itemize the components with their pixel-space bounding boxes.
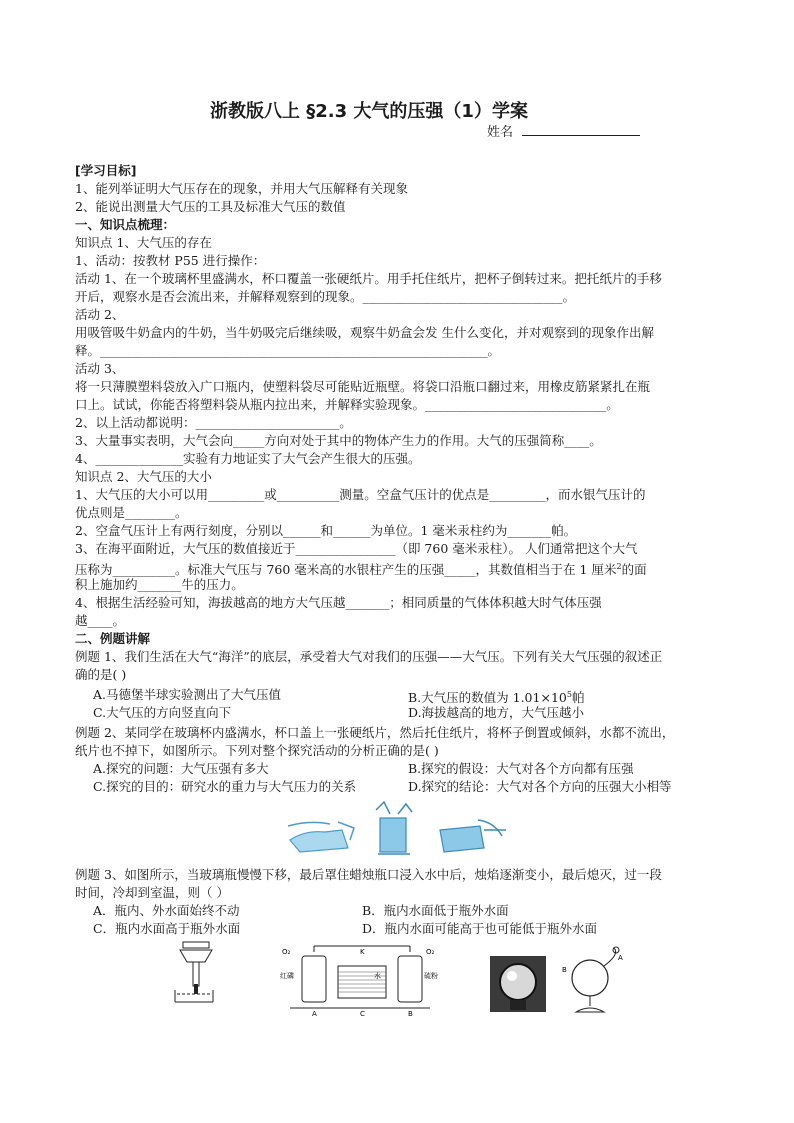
section-1-heading: 一、知识点梳理： (75, 217, 176, 232)
water-label: 水 (374, 972, 381, 980)
activity-1-line-2: 开后，观察水是否会流出来，并解释观察到的现象。________________________________。 (75, 289, 576, 304)
goal-2: 2、能说出测量大气压的工具及标准大气压的数值 (75, 199, 346, 214)
sphere-a-label: A (618, 954, 623, 962)
kp2-item-1-line-2: 优点则是________。 (75, 505, 188, 520)
kp2-item-2: 2、空盒气压计上有两行刻度，分别以______和______为单位。1 毫米汞柱约为_______帕。 (75, 523, 577, 538)
example-1-line-2: 确的是( ) (75, 667, 127, 682)
activity-3-line-2: 口上。试试，你能否将塑料袋从瓶内拉出来，并解释实验现象。_____________________________。 (75, 397, 619, 412)
red-phosphorus-label: 红磷 (280, 972, 294, 980)
ex2-option-b[interactable]: B.探究的假设：大气对各个方向都有压强 (408, 761, 634, 776)
kp2-item-3-line-3: 积上施加约_______牛的压力。 (75, 577, 244, 592)
ex3-option-c[interactable]: C．瓶内水面高于瓶外水面 (93, 921, 241, 936)
name-input-line[interactable] (522, 135, 640, 136)
knowledge-point-1: 知识点 1、大气压的存在 (75, 235, 212, 250)
sulfur-label: 硫粉 (424, 972, 438, 980)
cup-inverted (376, 802, 412, 854)
example-2-line-2: 纸片也不掉下，如图所示。下列对整个探究活动的分析正确的是( ) (75, 743, 439, 758)
o2-left-label: O₂ (282, 948, 291, 956)
activity-1-line-1: 活动 1、在一个玻璃杯里盛满水，杯口覆盖一张硬纸片。用手托住纸片，把杯子倒转过来。把托纸片的手移 (75, 271, 662, 286)
activity-2-line-1: 用吸管吸牛奶盒内的牛奶，当牛奶吸完后继续吸，观察牛奶盒会发 生什么变化，并对观察到的现象作出解 (75, 325, 654, 340)
kp2-item-4-line-2: 越____。 (75, 613, 126, 628)
ex1-option-b[interactable]: B.大气压的数值为 $1.01\times 10^5$帕 (408, 690, 585, 706)
cup-tilted-right (440, 820, 506, 852)
goal-1: 1、能列举证明大气压存在的现象，并用大气压解释有关现象 (75, 181, 408, 196)
ex1-option-c[interactable]: C.大气压的方向竖直向下 (93, 705, 232, 720)
combustion-apparatus-figure (280, 942, 440, 1018)
kp1-item-4: 4、______________实验有力地证实了大气会产生很大的压强。 (75, 451, 421, 466)
apparatus-a-label: A (312, 1010, 317, 1018)
ex1-option-a[interactable]: A.马德堡半球实验测出了大气压值 (93, 687, 282, 702)
ex3-option-a[interactable]: A．瓶内、外水面始终不动 (93, 903, 240, 918)
example-2-line-1: 例题 2、某同学在玻璃杯内盛满水，杯口盖上一张硬纸片，然后托住纸片，将杯子倒置或倾斜，水都不流出， (75, 725, 675, 740)
activity-3-label: 活动 3、 (75, 361, 125, 376)
kp2-item-3-line-2: 压称为__________。标准大气压与 760 毫米高的水银柱产生的压强_____，其数值相当于在 1 厘米$^2$的面 (75, 562, 647, 578)
kp1-item-2: 2、以上活动都说明：_______________________。 (75, 415, 352, 430)
ex1-option-d[interactable]: D.海拔越高的地方，大气压越小 (408, 705, 585, 720)
ex3-option-d[interactable]: D．瓶内水面可能高于也可能低于瓶外水面 (362, 921, 598, 936)
name-label: 姓名 (487, 125, 514, 140)
magdeburg-sphere-figure (560, 946, 630, 1018)
kp2-item-3-line-1: 3、在海平面附近，大气压的数值接近于________________（即 760 毫米汞柱）。 人们通常把这个大气 (75, 541, 638, 556)
apparatus-c-label: C (360, 1010, 365, 1018)
o2-right-label: O₂ (426, 948, 435, 956)
kp2-item-4-line-1: 4、根据生活经验可知，海拔越高的地方大气压越_______；相同质量的气体体积越大时气体压强 (75, 595, 602, 610)
kp1-item-3: 3、大量事实表明，大气会向_____方向对处于其中的物体产生力的作用。大气的压强简称____。 (75, 433, 602, 448)
section-2-heading: 二、例题讲解 (75, 631, 151, 646)
ex2-option-c[interactable]: C.探究的目的：研究水的重力与大气压力的关系 (93, 779, 357, 794)
knowledge-point-2: 知识点 2、大气压的大小 (75, 469, 212, 484)
ex2-option-d[interactable]: D.探究的结论：大气对各个方向的压强大小相等 (408, 779, 672, 794)
cup-experiment-figure (280, 800, 520, 860)
page-title: 浙教版八上 §2.3 大气的压强（1）学案 (210, 101, 528, 122)
example-1-line-1: 例题 1、我们生活在大气“海洋”的底层，承受着大气对我们的压强——大气压。下列有关大气压强的叙述正 (75, 649, 663, 664)
ex2-option-a[interactable]: A.探究的问题：大气压强有多大 (93, 761, 269, 776)
activity-intro: 1、活动：按教材 P55 进行操作： (75, 253, 266, 268)
activity-2-line-2: 释。______________________________________________________________。 (75, 343, 501, 358)
kp2-item-1-line-1: 1、大气压的大小可以用_________或__________测量。空盒气压计的优点是_________，而水银气压计的 (75, 487, 646, 502)
example-3-line-1: 例题 3、如图所示，当玻璃瓶慢慢下移，最后罩住蜡烛瓶口浸入水中后，烛焰逐渐变小，最后熄灭，过一段 (75, 867, 662, 882)
apparatus-b-label: B (408, 1010, 413, 1018)
learning-goals-heading: [学习目标] (75, 163, 137, 178)
activity-2-label: 活动 2、 (75, 307, 125, 322)
example-3-line-2: 时间，冷却到室温，则（ ） (75, 885, 229, 900)
glass-sphere-photo (490, 956, 546, 1012)
sphere-b-label: B (562, 966, 567, 974)
ex3-option-b[interactable]: B．瓶内水面低于瓶外水面 (362, 903, 509, 918)
candle-jar-figure (165, 940, 215, 1004)
clamp-k-label: K (360, 948, 365, 956)
activity-3-line-1: 将一只薄膜塑料袋放入广口瓶内，使塑料袋尽可能贴近瓶壁。将袋口沿瓶口翻过来，用橡皮筋紧紧扎在瓶 (75, 379, 651, 394)
cup-tilted-left (288, 822, 354, 852)
